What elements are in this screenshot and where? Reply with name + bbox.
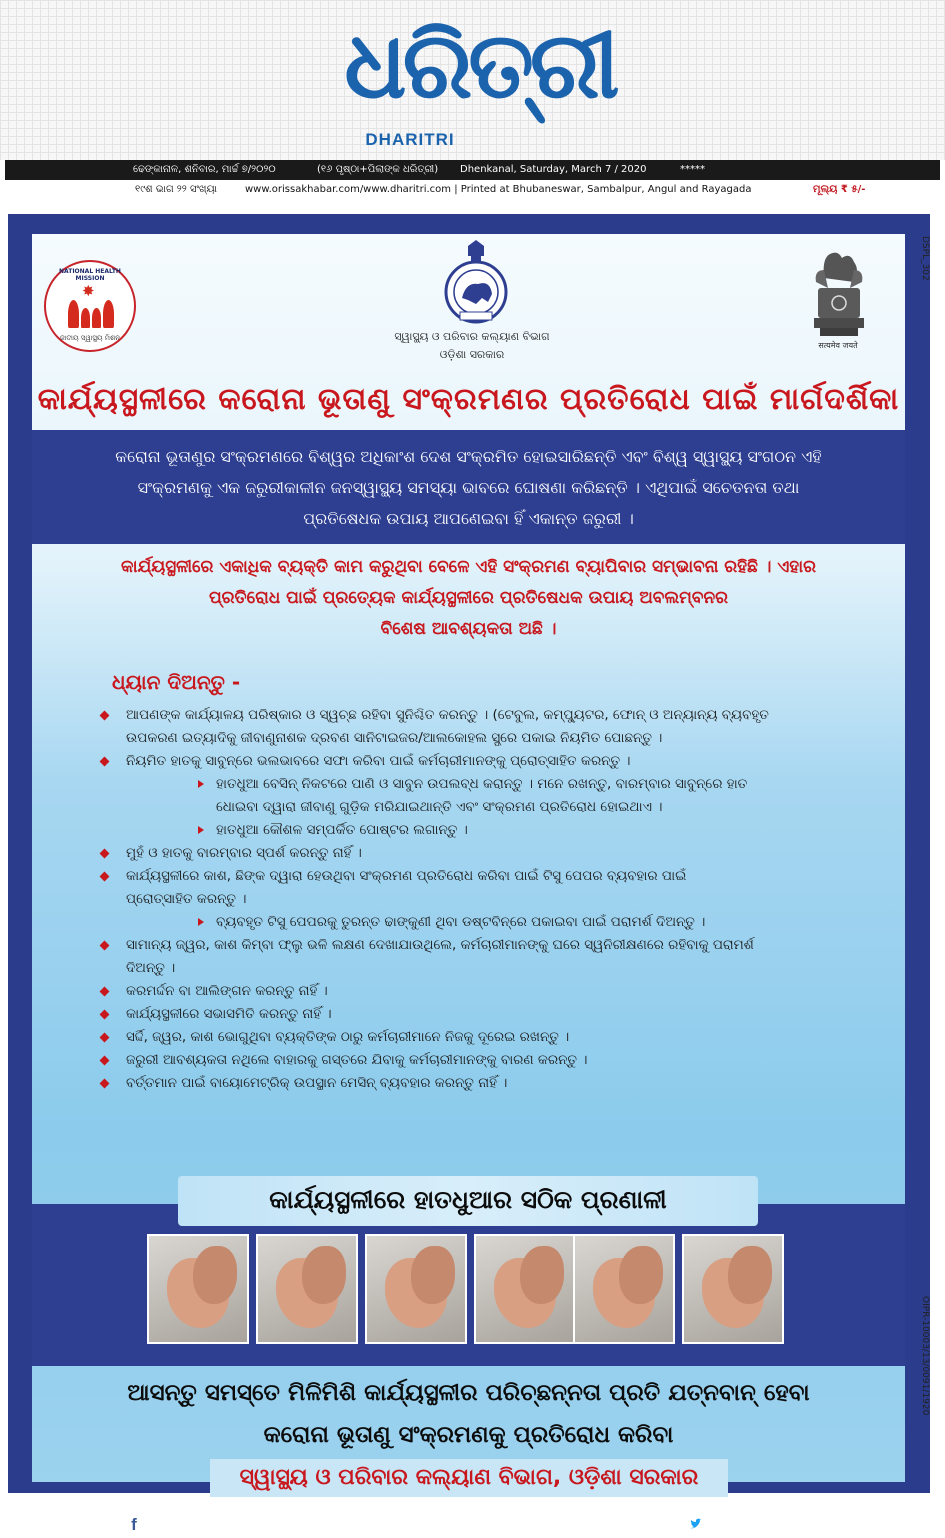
nhm-logo (44, 260, 136, 352)
handwash-step-photo (365, 1234, 467, 1344)
government-name: ଓଡ଼ିଶା ସରକାର (439, 348, 505, 361)
diamond-bullet-icon (100, 872, 110, 882)
nhm-logo-subtext: ଜାତୀୟ ସ୍ୱାସ୍ଥ୍ୟ ମିଶନ (59, 334, 121, 342)
guideline-item (94, 842, 894, 865)
guideline-item (94, 704, 894, 727)
guideline-item (94, 980, 894, 1003)
diamond-bullet-icon (100, 1079, 110, 1089)
handwash-section (32, 1185, 905, 1366)
intro-line: ପ୍ରତିଷେଧକ ଉପାୟ ଆପଣେଇବା ହିଁ ଏକାନ୍ତ ଜରୁରୀ । (303, 509, 634, 528)
guideline-text: ମୁହଁ ଓ ହାତକୁ ବାରମ୍ବାର ସ୍ପର୍ଶ କରନ୍ତୁ ନାହିଁ । (126, 845, 362, 861)
diamond-bullet-icon (100, 941, 110, 951)
guideline-text: ପ୍ରୋତ୍ସାହିତ କରନ୍ତୁ । (126, 891, 247, 907)
guideline-text: ସାମାନ୍ୟ ଜ୍ୱର, କାଶ କିମ୍ବା ଫ୍ଲୁ ଭଳି ଲକ୍ଷଣ ଦେଖାଯାଉଥିଲେ, କର୍ମଚାରୀମାନଙ୍କୁ ଘରେ ସ୍ୱନିରୀକ୍ଷଣରେ ରହିବାକୁ ପରାମର୍ଶ (126, 937, 754, 953)
star-icon: ✸ (82, 282, 95, 300)
department-name: ସ୍ୱାସ୍ଥ୍ୟ ଓ ପରିବାର କଲ୍ୟାଣ ବିଭାଗ (394, 330, 550, 343)
dharitri-logo-latin: DHARITRI (365, 130, 455, 149)
pages-odia: (୧୬ ପୃଷ୍ଠା+ପିଲାଙ୍କ ଧରିତ୍ରୀ) (317, 164, 439, 175)
side-code-bottom: OIPR-10003/13/0091/1920 (920, 1296, 930, 1416)
guideline-text: ସର୍ଦ୍ଦି, ଜ୍ୱର, କାଶ ଭୋଗୁଥିବା ବ୍ୟକ୍ତିଙ୍କ ଠାରୁ କର୍ମଚାରୀମାନେ ନିଜକୁ ଦୂରେଇ ରଖନ୍ତୁ । (126, 1029, 570, 1045)
guideline-item (94, 1026, 894, 1049)
website-link[interactable]: http://www.health.odisha.gov.in/ (406, 1516, 602, 1532)
guideline-list (94, 704, 894, 1095)
intro-line: କରୋନା ଭୂତାଣୁର ସଂକ୍ରମଣରେ ବିଶ୍ୱର ଅଧିକାଂଶ ଦେଶ ସଂକ୍ରମିତ ହୋଇସାରିଛନ୍ତି ଏବଂ ବିଶ୍ୱ ସ୍ୱାସ୍ଥ୍ୟ ସଂଗଠନ ଏହି (115, 447, 822, 466)
guideline-text: ଆପଣଙ୍କ କାର୍ଯ୍ୟାଳୟ ପରିଷ୍କାର ଓ ସ୍ୱଚ୍ଛ ରହିବା ସୁନିଶ୍ଚିତ କରନ୍ତୁ । (ଟେବୁଲ, କମ୍ପ୍ୟୁଟର, ଫୋନ୍ ଓ ଅନ୍ୟାନ୍ୟ ବ୍ୟବହୃତ (126, 707, 769, 723)
twitter-link[interactable]: @HFWOdisha (714, 1516, 805, 1532)
guideline-text: ନିୟମିତ ହାତକୁ ସାବୁନ୍‌ରେ ଭଲଭାବରେ ସଫା କରିବା ପାଇଁ କର୍ମଚାରୀମାନଙ୍କୁ ପ୍ରୋତ୍ସାହିତ କରନ୍ତୁ । (126, 753, 631, 769)
guideline-item (94, 750, 894, 773)
guideline-item (94, 1072, 894, 1095)
odisha-govt-emblem-icon (440, 240, 512, 326)
intro-line: ସଂକ୍ରମଣକୁ ଏକ ଜରୁରୀକାଳୀନ ଜନସ୍ୱାସ୍ଥ୍ୟ ସମସ୍ୟା ଭାବରେ ଘୋଷଣା କରିଛନ୍ତି । ଏଥିପାଇଁ ସଚେତନତା ତଥା (137, 478, 800, 497)
issue-number: ୧୯ଶ ଭାଗ ୨୨ ସଂଖ୍ୟା (135, 184, 218, 195)
social-links (8, 1512, 930, 1536)
intro-box (32, 430, 905, 544)
handwash-step-photo (474, 1234, 576, 1344)
side-code-top: DSPL_302 (920, 236, 930, 281)
guideline-text: ବର୍ତ୍ତମାନ ପାଇଁ ବାୟୋମେଟ୍ରିକ୍ ଉପସ୍ଥାନ ମେସିନ୍ ବ୍ୟବହାର କରନ୍ତୁ ନାହିଁ । (126, 1075, 508, 1091)
triangle-bullet-icon (198, 780, 204, 788)
guideline-text: ଉପକରଣ ଇତ୍ୟାଦିକୁ ଜୀବାଣୁନାଶକ ଦ୍ରବଣ ସାନିଟାଇଜର/ଆଲକୋହଲ ସ୍ପ୍ରେ ପକାଇ ନିୟମିତ ପୋଛନ୍ତୁ । (126, 730, 663, 746)
handwash-step-photo (573, 1234, 675, 1344)
guideline-item (94, 819, 894, 842)
info-line (5, 181, 940, 199)
twitter-icon[interactable] (684, 1512, 708, 1536)
guideline-text: ଦିଅନ୍ତୁ । (126, 960, 176, 976)
attention-heading: ଧ୍ୟାନ ଦିଅନ୍ତୁ - (112, 670, 241, 694)
handwash-title: କାର୍ଯ୍ୟସ୍ଥଳୀରେ ହାତଧୁଆର ସଠିକ ପ୍ରଣାଳୀ (269, 1185, 667, 1214)
warning-line: କାର୍ଯ୍ୟସ୍ଥଳୀରେ ଏକାଧିକ ବ୍ୟକ୍ତି କାମ କରୁଥିବା ବେଳେ ଏହି ସଂକ୍ରମଣ ବ୍ୟାପିବାର ସମ୍ଭାବନା ରହିଛି । ଏହାର (121, 557, 816, 577)
ashoka-emblem-icon (808, 248, 870, 344)
guideline-item (94, 865, 894, 888)
guideline-item (94, 1003, 894, 1026)
advertisement-poster (8, 214, 930, 1534)
triangle-bullet-icon (198, 826, 204, 834)
rating-stars: ***** (680, 164, 705, 175)
diamond-bullet-icon (100, 987, 110, 997)
triangle-bullet-icon (198, 918, 204, 926)
guideline-text: ହାତଧୁଆ କୌଶଳ ସମ୍ପର୍କିତ ପୋଷ୍ଟର ଲଗାନ୍ତୁ । (216, 822, 468, 838)
closing-line: କରୋନା ଭୂତାଣୁ ସଂକ୍ରମଣକୁ ପ୍ରତିରୋଧ କରିବା (263, 1422, 674, 1448)
footer-department (8, 1459, 930, 1497)
date-english: Dhenkanal, Saturday, March 7 / 2020 (460, 164, 647, 175)
family-icon (68, 298, 114, 328)
guideline-item (94, 1049, 894, 1072)
handwash-step-photo (682, 1234, 784, 1344)
websites-printed: www.orissakhabar.com/www.dharitri.com | Printed at Bhubaneswar, Sambalpur, Angul and Rayagada (245, 184, 752, 195)
dharitri-logo: ଧରିତ୍ରୀ (344, 12, 616, 119)
guideline-text: କାର୍ଯ୍ୟସ୍ଥଳୀରେ କାଶ, ଛିଙ୍କ ଦ୍ୱାରା ହେଉଥିବା ସଂକ୍ରମଣ ପ୍ରତିରୋଧ କରିବା ପାଇଁ ଟିସୁ ପେପର ବ୍ୟବହାର ପାଇଁ (126, 868, 687, 884)
guideline-item (94, 911, 894, 934)
date-odia: ଢେଙ୍କାନାଳ, ଶନିବାର, ମାର୍ଚ୍ଚ ୭/୨୦୨୦ (133, 164, 276, 175)
guideline-item (94, 796, 894, 819)
diamond-bullet-icon (100, 711, 110, 721)
guideline-text: ବ୍ୟବହୃତ ଟିସୁ ପେପରକୁ ତୁରନ୍ତ ଢାଙ୍କୁଣୀ ଥିବା ଡଷ୍ଟବିନ୍‌ରେ ପକାଇବା ପାଇଁ ପରାମର୍ଶ ଦିଅନ୍ତୁ । (216, 914, 706, 930)
diamond-bullet-icon (100, 1010, 110, 1020)
closing-line: ଆସନ୍ତୁ ସମସ୍ତେ ମିଳିମିଶି କାର୍ଯ୍ୟସ୍ଥଳୀର ପରିଚ୍ଛନ୍ନତା ପ୍ରତି ଯତ୍ନବାନ୍ ହେବା (127, 1380, 810, 1406)
guideline-item (94, 888, 894, 911)
price: ମୂଲ୍ୟ ₹ ୫/- (813, 184, 866, 195)
guideline-item (94, 727, 894, 750)
warning-line: ପ୍ରତିରୋଧ ପାଇଁ ପ୍ରତ୍ୟେକ କାର୍ଯ୍ୟସ୍ଥଳୀରେ ପ୍ରତିଷେଧକ ଉପାୟ ଅବଲମ୍ବନର (208, 588, 729, 608)
poster-headline: କାର୍ଯ୍ୟସ୍ଥଳୀରେ କରୋନା ଭୂତାଣୁ ସଂକ୍ରମଣର ପ୍ରତିରୋଧ ପାଇଁ ମାର୍ଗଦର୍ଶିକା (37, 382, 900, 417)
nhm-logo-text: NATIONAL HEALTH MISSION (59, 268, 121, 282)
guideline-item (94, 773, 894, 796)
poster-body (32, 234, 905, 1482)
diamond-bullet-icon (100, 1033, 110, 1043)
diamond-bullet-icon (100, 849, 110, 859)
satyameva-jayate: सत्यमेव जयते (818, 341, 858, 350)
guideline-text: ହାତଧୁଆ ବେସିନ୍ ନିକଟରେ ପାଣି ଓ ସାବୁନ ଉପଲବ୍ଧ କରାନ୍ତୁ । ମନେ ରଖନ୍ତୁ, ବାରମ୍ବାର ସାବୁନ୍‌ରେ ହାତ (216, 776, 748, 792)
diamond-bullet-icon (100, 1056, 110, 1066)
facebook-icon[interactable]: f (122, 1512, 146, 1536)
handwash-step-photo (147, 1234, 249, 1344)
facebook-link[interactable]: facebook.com/HFWOdisha (152, 1516, 320, 1532)
date-band (5, 160, 940, 180)
diamond-bullet-icon (100, 757, 110, 767)
warning-paragraph (32, 552, 905, 645)
newspaper-masthead (0, 0, 945, 160)
closing-message (32, 1372, 905, 1456)
guideline-item (94, 934, 894, 957)
guideline-text: ଜରୁରୀ ଆବଶ୍ୟକତା ନଥିଲେ ବାହାରକୁ ଗସ୍ତରେ ଯିବାକୁ କର୍ମଚାରୀମାନଙ୍କୁ ବାରଣ କରନ୍ତୁ । (126, 1052, 588, 1068)
guideline-item (94, 957, 894, 980)
guideline-text: କରମର୍ଦ୍ଦନ ବା ଆଲିଙ୍ଗନ କରନ୍ତୁ ନାହିଁ । (126, 983, 328, 999)
footer-department-label: ସ୍ୱାସ୍ଥ୍ୟ ଓ ପରିବାର କଲ୍ୟାଣ ବିଭାଗ, ଓଡ଼ିଶା ସରକାର (210, 1459, 729, 1497)
guideline-text: କାର୍ଯ୍ୟସ୍ଥଳୀରେ ସଭାସମିତି କରନ୍ତୁ ନାହିଁ । (126, 1006, 332, 1022)
guideline-text: ଧୋଇବା ଦ୍ୱାରା ଜୀବାଣୁ ଗୁଡ଼ିକ ମରିଯାଇଥାନ୍ତି ଏବଂ ସଂକ୍ରମଣ ପ୍ରତିରୋଧ ହୋଇଥାଏ । (216, 799, 663, 815)
handwash-step-photo (256, 1234, 358, 1344)
warning-line: ବିଶେଷ ଆବଶ୍ୟକତା ଅଛି । (380, 619, 557, 639)
